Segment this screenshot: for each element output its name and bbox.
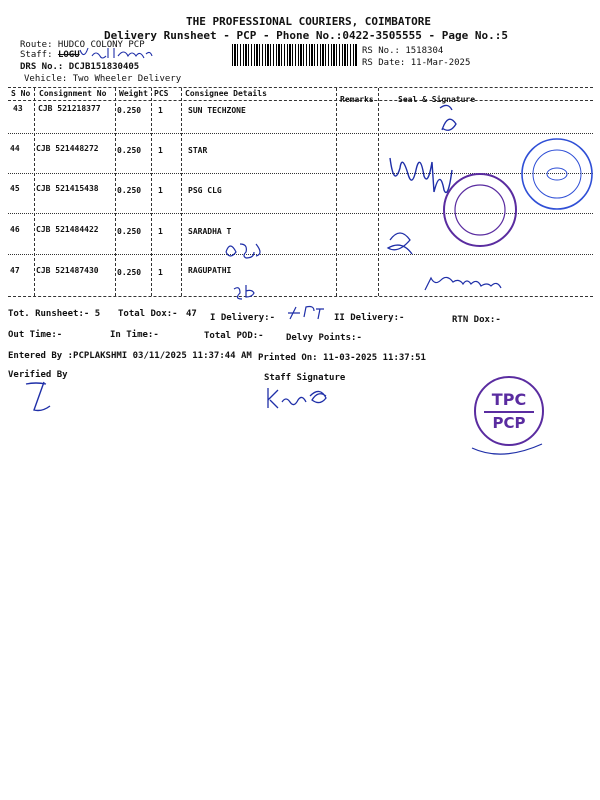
row4-weight: 0.250 [117, 227, 142, 236]
company-seal [440, 170, 520, 250]
col-seal-signature: Seal & Signature [398, 95, 476, 104]
company-title: THE PROFESSIONAL COURIERS, COIMBATORE [186, 15, 432, 28]
row5-consignee: RAGUPATHI [188, 266, 232, 275]
staff-label: Staff: [20, 50, 53, 60]
rtn-dox: RTN Dox:- [452, 315, 501, 325]
col-sno: S No [11, 89, 31, 98]
total-runsheet: Tot. Runsheet:- 5 [8, 309, 101, 319]
col-weight: Weight [119, 89, 148, 98]
i-delivery-handwriting [286, 303, 332, 323]
row5-weight: 0.250 [117, 268, 142, 277]
rs-number: RS No.: 1518304 [362, 46, 444, 56]
row1-pcs: 1 [158, 106, 163, 115]
runsheet-subtitle: Delivery Runsheet - PCP - Phone No.:0422-3505555 - Page No.:5 [104, 29, 508, 42]
i-delivery: I Delivery:- [210, 313, 276, 323]
table-top-rule [8, 87, 593, 88]
entered-by: Entered By :PCPLAKSHMI 03/11/2025 11:37:44 AM [8, 351, 252, 361]
staff-signature-label: Staff Signature [264, 373, 346, 383]
stamp-flourish [468, 428, 548, 458]
rs-date: RS Date: 11-Mar-2025 [362, 58, 471, 68]
row5-mark [230, 283, 270, 301]
route-line: Route: HUDCO COLONY PCP [20, 40, 145, 50]
row1-consignee: SUN TECHZONE [188, 106, 246, 115]
vehicle-line: Vehicle: Two Wheeler Delivery [24, 74, 182, 84]
staff-handwriting [78, 44, 158, 64]
tpc-stamp-bottom: PCP [492, 414, 526, 432]
tpc-stamp-top: TPC [491, 390, 527, 409]
row3-pcs: 1 [158, 186, 163, 195]
staff-signature [262, 384, 338, 414]
blue-seal [518, 135, 596, 213]
row2-consignee: STAR [188, 146, 208, 155]
staff-line [20, 50, 80, 60]
row3-sno: 45 [10, 184, 20, 193]
col-consignment: Consignment No [39, 89, 107, 98]
row1-weight: 0.250 [117, 106, 142, 115]
verified-by: Verified By [8, 370, 68, 380]
verified-signature [20, 378, 60, 414]
row3-consignee: PSG CLG [188, 186, 222, 195]
row5-sno: 47 [10, 266, 20, 275]
delvy-points: Delvy Points:- [286, 333, 362, 343]
printed-on: Printed On: 11-03-2025 11:37:51 [258, 353, 426, 363]
row2-weight: 0.250 [117, 146, 142, 155]
col-consignee: Consignee Details [185, 89, 267, 98]
row4-pcs: 1 [158, 227, 163, 236]
row5-pcs: 1 [158, 268, 163, 277]
row4-consignment: CJB 521484422 [36, 225, 99, 234]
row1-sno: 43 [13, 104, 23, 113]
row5-consignment: CJB 521487430 [36, 266, 99, 275]
total-dox-label: Total Dox:- [118, 309, 178, 319]
barcode [232, 44, 358, 66]
out-time: Out Time:- [8, 330, 63, 340]
row3-weight: 0.250 [117, 186, 142, 195]
row4-consignee: SARADHA T [188, 227, 232, 236]
row2-consignment: CJB 521448272 [36, 144, 99, 153]
row2-sno: 44 [10, 144, 20, 153]
row3-consignment: CJB 521415438 [36, 184, 99, 193]
col-pcs: PCS [154, 89, 169, 98]
staff-name: LOGU [57, 50, 80, 60]
in-time: In Time:- [110, 330, 159, 340]
total-dox-value: 47 [186, 309, 197, 319]
total-pod: Total POD:- [204, 331, 264, 341]
row1-consignment: CJB 521218377 [38, 104, 101, 113]
col-remarks: Remarks [340, 95, 374, 104]
row4-sno: 46 [10, 225, 20, 234]
ii-delivery: II Delivery:- [334, 313, 405, 323]
row4-mark [222, 238, 272, 260]
drs-number: DRS No.: DCJB151830405 [20, 62, 140, 72]
row2-pcs: 1 [158, 146, 163, 155]
